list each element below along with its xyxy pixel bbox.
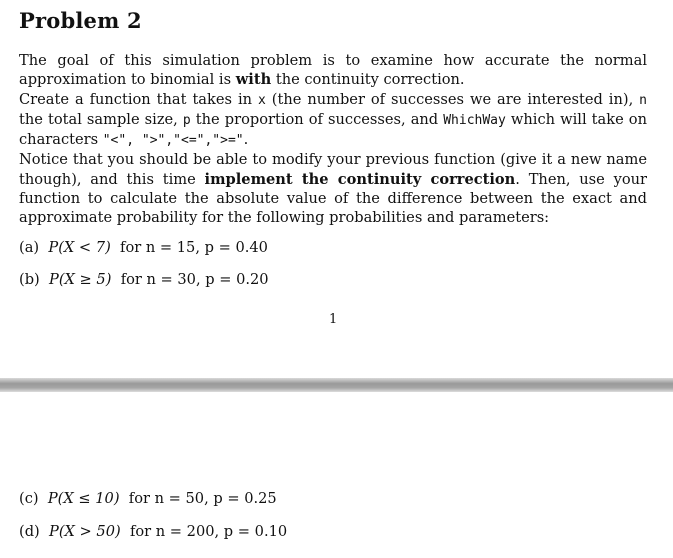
item-probability: P(X > 50) — [49, 523, 121, 540]
instructions-text-1: Notice that you should be able to modify your previous function (give it a new name though), and this time — [19, 151, 647, 188]
item-parameters: for n = 15, p = 0.40 — [120, 239, 268, 256]
function-text-5: which will take on characters — [19, 110, 647, 149]
item-parameters: for n = 30, p = 0.20 — [120, 271, 269, 288]
instructions-text-2: . Then, use your function to calculate the absolute value of the difference between the exact and approximate probability for the following probabilities and parameters: — [19, 170, 648, 227]
page-2 — [0, 392, 673, 558]
problem-item-d — [19, 523, 287, 540]
item-label: (a) — [19, 239, 40, 256]
param-x: x — [257, 92, 266, 108]
problem-item-c — [19, 490, 277, 507]
function-text-3: the total sample size, — [19, 110, 183, 128]
item-probability: P(X ≥ 5) — [49, 271, 112, 288]
function-text-4: the proportion of successes, and — [190, 110, 444, 128]
paragraph-function — [19, 90, 647, 151]
param-p: p — [182, 112, 191, 128]
goal-bold-with: with — [235, 71, 272, 89]
item-label: (d) — [19, 523, 40, 540]
paragraph-instructions — [19, 150, 647, 227]
problem-item-b — [19, 271, 269, 288]
page-separator — [0, 378, 673, 392]
operator-characters: "<", ">","<=",">=" — [102, 133, 244, 149]
item-probability: P(X ≤ 10) — [47, 490, 120, 507]
problem-description — [19, 51, 647, 228]
goal-text-end: the continuity correction. — [271, 71, 465, 89]
item-probability: P(X < 7) — [48, 239, 111, 256]
paragraph-goal — [19, 51, 647, 90]
goal-text: The goal of this simulation problem is to examine how accurate the normal approximation to binomial is — [19, 52, 647, 89]
problem-item-a — [19, 239, 268, 256]
page-number: 1 — [329, 312, 338, 327]
function-text-1: Create a function that takes in — [19, 90, 258, 108]
param-n: n — [639, 92, 647, 108]
param-whichway: WhichWay — [443, 112, 506, 128]
continuity-correction-bold: implement the continuity correction — [204, 170, 516, 188]
problem-title: Problem 2 — [19, 8, 142, 33]
item-label: (c) — [19, 490, 39, 507]
item-label: (b) — [19, 271, 40, 288]
item-parameters: for n = 200, p = 0.10 — [129, 523, 288, 540]
function-text-2: (the number of successes we are interested in), — [265, 90, 640, 108]
item-parameters: for n = 50, p = 0.25 — [128, 490, 277, 507]
function-text-6: . — [243, 131, 249, 149]
